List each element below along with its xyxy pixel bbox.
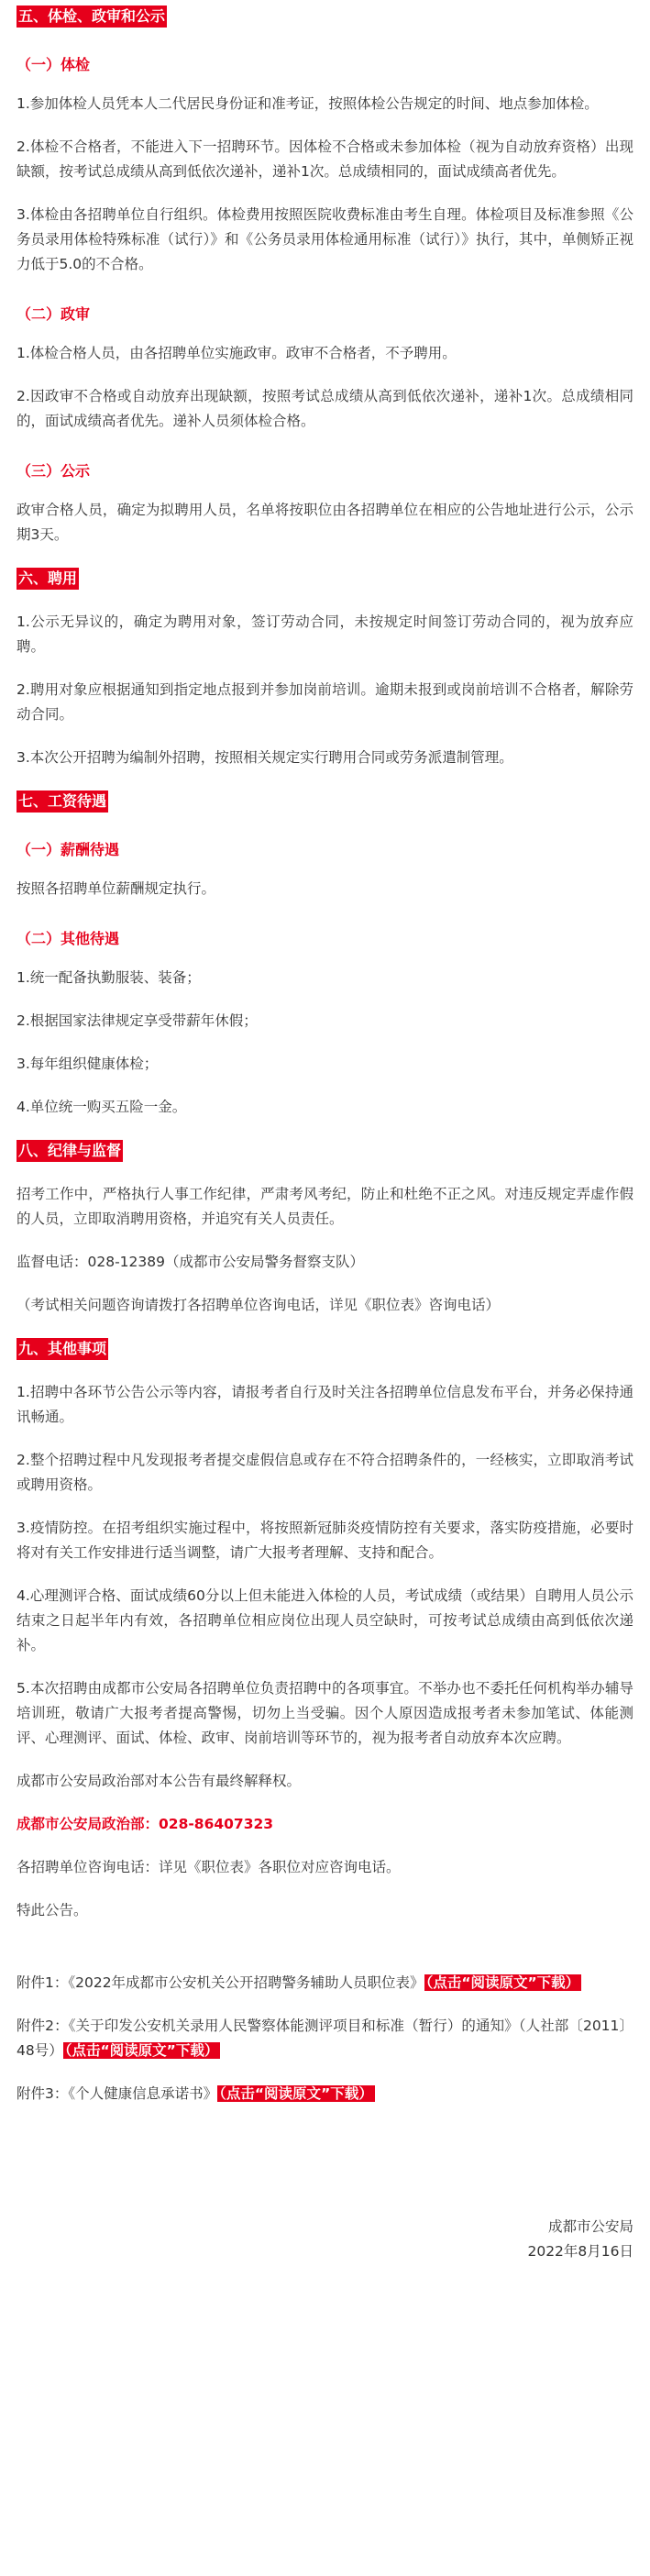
paragraph: 3.体检由各招聘单位自行组织。体检费用按照医院收费标准由考生自理。体检项目及标准参照《公务员录用体检特殊标准（试行）》和《公务员录用体检通用标准（试行）》执行，其中，单侧矫正视力低于5.0的不合格。 — [17, 206, 633, 272]
attachment-2 — [17, 2014, 633, 2063]
section-heading — [17, 568, 633, 590]
paragraph: 3.每年组织健康体检； — [17, 1056, 159, 1072]
paragraph: 2.体检不合格者，不能进入下一招聘环节。因体检不合格或未参加体检（视为自动放弃资格）出现缺额，按考试总成绩从高到低依次递补，递补1次。总成绩相同的，面试成绩高者优先。 — [17, 138, 633, 180]
paragraph: 成都市公安局政治部对本公告有最终解释权。 — [17, 1773, 302, 1789]
attachment-2-download-link[interactable]: （点击“阅读原文”下载） — [64, 2042, 219, 2059]
signature-block — [17, 2215, 633, 2264]
paragraph: 1.参加体检人员凭本人二代居民身份证和准考证，按照体检公告规定的时间、地点参加体检。 — [17, 95, 599, 112]
subsection-title-salary: （一）薪酬待遇 — [17, 841, 120, 858]
section-title-9: 九、其他事项 — [17, 1338, 108, 1360]
attachment-1 — [17, 1971, 633, 1996]
subsection-title-other-benefits: （二）其他待遇 — [17, 930, 120, 947]
paragraph: 按照各招聘单位薪酬规定执行。 — [17, 880, 216, 897]
paragraph: 2.因政审不合格或自动放弃出现缺额，按照考试总成绩从高到低依次递补，递补1次。总成绩相同的，面试成绩高者优先。递补人员须体检合格。 — [17, 388, 633, 429]
paragraph: 4.心理测评合格、面试成绩60分以上但未能进入体检的人员，考试成绩（或结果）自聘用人员公示结束之日起半年内有效，各招聘单位相应岗位出现人员空缺时，可按考试总成绩由高到低依次递补。 — [17, 1587, 633, 1653]
paragraph: 1.公示无异议的，确定为聘用对象，签订劳动合同，未按规定时间签订劳动合同的，视为放弃应聘。 — [17, 614, 633, 655]
subsection-title-physical-exam: （一）体检 — [17, 56, 91, 73]
signature-org: 成都市公安局 — [547, 2218, 633, 2235]
paragraph: 3.疫情防控。在招考组织实施过程中，将按照新冠肺炎疫情防控有关要求，落实防疫措施，必要时将对有关工作安排进行适当调整，请广大报考者理解、支持和配合。 — [17, 1520, 633, 1561]
paragraph: 政审合格人员，确定为拟聘用人员，名单将按职位由各招聘单位在相应的公告地址进行公示，公示期3天。 — [17, 502, 633, 543]
political-dept-phone: 成都市公安局政治部：028-86407323 — [17, 1816, 274, 1832]
section-title-7: 七、工资待遇 — [17, 790, 108, 813]
paragraph: 1.招聘中各环节公告公示等内容，请报考者自行及时关注各招聘单位信息发布平台，并务必保持通讯畅通。 — [17, 1384, 633, 1425]
subsection-title-publicity: （三）公示 — [17, 462, 91, 480]
section-heading — [17, 790, 633, 813]
paragraph: 2.整个招聘过程中凡发现报考者提交虚假信息或存在不符合招聘条件的，一经核实，立即取消考试或聘用资格。 — [17, 1452, 633, 1493]
section-heading — [17, 1338, 633, 1360]
section-heading — [17, 6, 633, 28]
section-title-6: 六、聘用 — [17, 568, 79, 590]
paragraph: 2.聘用对象应根据通知到指定地点报到并参加岗前培训。逾期未报到或岗前培训不合格者，解除劳动合同。 — [17, 681, 633, 723]
attachment-3 — [17, 2082, 633, 2106]
attachment-1-download-link[interactable]: （点击“阅读原文”下载） — [425, 1974, 580, 1991]
signature-date: 2022年8月16日 — [527, 2243, 633, 2260]
paragraph: （考试相关问题咨询请拨打各招聘单位咨询电话，详见《职位表》咨询电话） — [17, 1297, 501, 1313]
section-title-5: 五、体检、政审和公示 — [17, 6, 167, 28]
paragraph: 1.体检合格人员，由各招聘单位实施政审。政审不合格者，不予聘用。 — [17, 345, 457, 361]
section-heading — [17, 1140, 633, 1162]
subsection-title-political-review: （二）政审 — [17, 305, 91, 323]
paragraph: 1.统一配备执勤服装、装备； — [17, 969, 201, 986]
attachment-1-title: 附件1：《2022年成都市公安机关公开招聘警务辅助人员职位表》 — [17, 1974, 424, 1991]
paragraph: 特此公告。 — [17, 1902, 88, 1918]
attachment-3-download-link[interactable]: （点击“阅读原文”下载） — [219, 2085, 373, 2102]
paragraph: 各招聘单位咨询电话：详见《职位表》各职位对应咨询电话。 — [17, 1859, 401, 1875]
section-title-8: 八、纪律与监督 — [17, 1140, 123, 1162]
attachment-2-title: 附件2：《关于印发公安机关录用人民警察体能测评项目和标准（暂行）的通知》（人社部〔2011〕48号） — [17, 2018, 633, 2059]
paragraph: 3.本次公开招聘为编制外招聘，按照相关规定实行聘用合同或劳务派遣制管理。 — [17, 749, 513, 766]
paragraph: 2.根据国家法律规定享受带薪年休假； — [17, 1012, 258, 1029]
paragraph: 4.单位统一购买五险一金。 — [17, 1099, 187, 1115]
attachment-3-title: 附件3：《个人健康信息承诺书》 — [17, 2085, 218, 2102]
supervision-phone: 监督电话：028-12389（成都市公安局警务督察支队） — [17, 1254, 364, 1270]
paragraph: 5.本次招聘由成都市公安局各招聘单位负责招聘中的各项事宜。不举办也不委托任何机构举办辅导培训班，敬请广大报考者提高警惕，切勿上当受骗。因个人原因造成报考者未参加笔试、体能测评、心理测评、面试、体检、政审、岗前培训等环节的，视为报考者自动放弃本次应聘。 — [17, 1680, 633, 1746]
paragraph: 招考工作中，严格执行人事工作纪律，严肃考风考纪，防止和杜绝不正之风。对违反规定弄虚作假的人员，立即取消聘用资格，并追究有关人员责任。 — [17, 1186, 633, 1227]
